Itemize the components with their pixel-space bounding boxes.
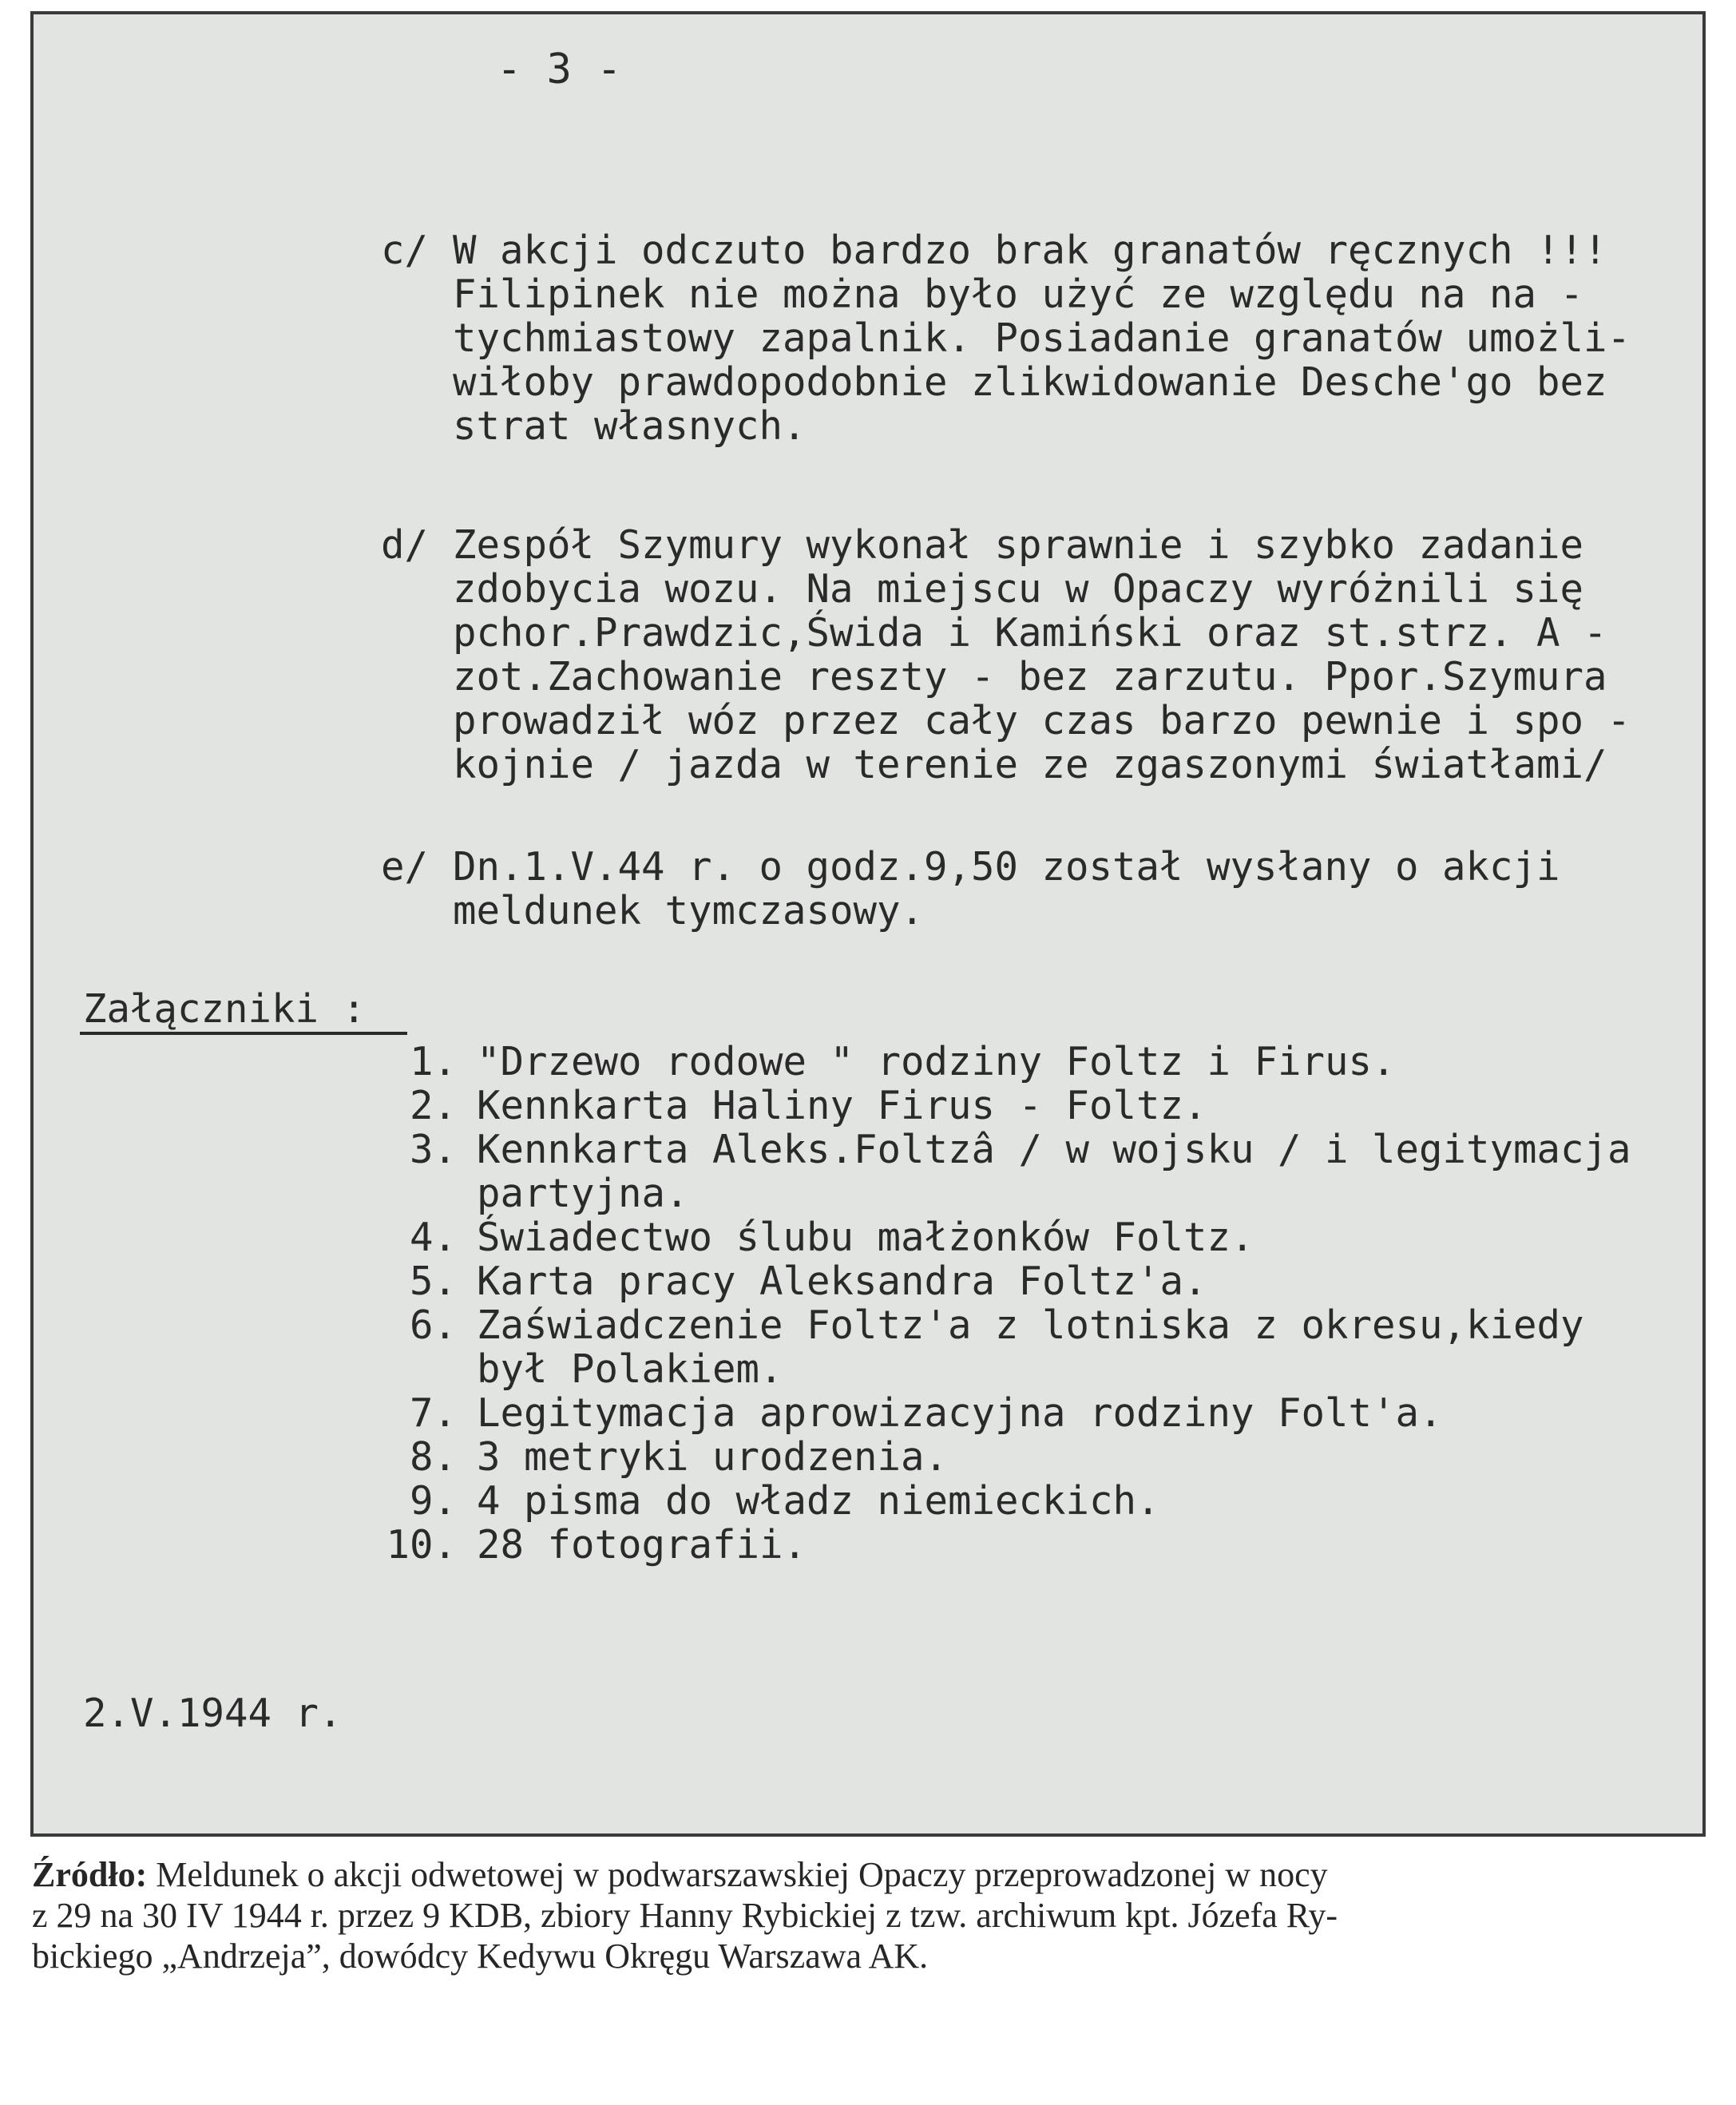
source-caption — [32, 1854, 1709, 1976]
text-line: meldunek tymczasowy. — [453, 888, 925, 934]
item-number: 8. — [409, 1434, 457, 1480]
text-line: kojnie / jazda w terenie ze zgaszonymi światłami/ — [453, 742, 1607, 787]
item-number: 10. — [386, 1522, 457, 1568]
attachments-heading: Załączniki : — [83, 986, 367, 1032]
text-line: Zespół Szymury wykonał sprawnie i szybko zadanie — [453, 522, 1584, 568]
item-number: 5. — [409, 1259, 457, 1304]
item-text: 3 metryki urodzenia. — [477, 1434, 949, 1480]
caption-line — [32, 1854, 1709, 1895]
text-line: W akcji odczuto bardzo brak granatów ręcznych !!! — [453, 228, 1607, 273]
item-text: "Drzewo rodowe " rodziny Foltz i Firus. — [477, 1039, 1396, 1084]
item-number: 4. — [409, 1215, 457, 1260]
item-number: 7. — [409, 1390, 457, 1436]
section-marker: e/ — [381, 844, 429, 890]
item-text: był Polakiem. — [477, 1346, 783, 1392]
caption-label: Źródło: — [32, 1855, 148, 1894]
item-number: 3. — [409, 1127, 457, 1172]
section-marker: c/ — [381, 228, 429, 273]
page-number: - 3 - — [497, 46, 622, 93]
item-text: 4 pisma do władz niemieckich. — [477, 1478, 1160, 1524]
text-line: tychmiastowy zapalnik. Posiadanie granatów umożli- — [453, 315, 1631, 361]
text-line: pchor.Prawdzic,Świda i Kamiński oraz st.strz. A - — [453, 610, 1607, 656]
text-line: strat własnych. — [453, 403, 807, 449]
caption-line: bickiego „Andrzeja”, dowódcy Kedywu Okręgu Warszawa AK. — [32, 1937, 929, 1976]
section-text — [453, 845, 1560, 933]
text-line: prowadził wóz przez cały czas barzo pewnie i spo - — [453, 698, 1631, 743]
item-text: Zaświadczenie Foltz'a z lotniska z okresu,kiedy — [477, 1302, 1584, 1348]
item-text: Karta pracy Aleksandra Foltz'a. — [477, 1259, 1207, 1304]
text-line: Dn.1.V.44 r. o godz.9,50 został wysłany o akcji — [453, 844, 1560, 890]
document-scan — [30, 11, 1706, 1837]
text-line: Filipinek nie można było użyć ze względu na na - — [453, 272, 1584, 317]
item-number: 2. — [409, 1083, 457, 1128]
item-number: 9. — [409, 1478, 457, 1524]
item-text: Kennkarta Aleks.Foltzâ / w wojsku / i legitymacja — [477, 1127, 1631, 1172]
attachments-underline — [80, 1032, 407, 1035]
section-text — [453, 228, 1631, 448]
item-text: Legitymacja aprowizacyjna rodziny Folt'a. — [477, 1390, 1443, 1436]
item-text: Kennkarta Haliny Firus - Foltz. — [477, 1083, 1207, 1128]
item-text: 28 fotografii. — [477, 1522, 807, 1568]
item-number: 1. — [409, 1039, 457, 1084]
item-text: Świadectwo ślubu małżonków Foltz. — [477, 1215, 1254, 1260]
item-text: partyjna. — [477, 1171, 689, 1216]
item-number: 6. — [409, 1302, 457, 1348]
text-line: zdobycia wozu. Na miejscu w Opaczy wyróżnili się — [453, 566, 1584, 612]
section-text — [453, 523, 1631, 787]
caption-text: Meldunek o akcji odwetowej w podwarszawskiej Opaczy przeprowadzonej w nocy — [147, 1855, 1328, 1894]
caption-line: z 29 na 30 IV 1944 r. przez 9 KDB, zbiory Hanny Rybickiej z tzw. archiwum kpt. Józefa Ry- — [32, 1896, 1338, 1935]
text-line: zot.Zachowanie reszty - bez zarzutu. Ppor.Szymura — [453, 654, 1607, 700]
document-date: 2.V.1944 r. — [83, 1691, 343, 1736]
text-line: wiłoby prawdopodobnie zlikwidowanie Desche'go bez — [453, 359, 1607, 405]
section-marker: d/ — [381, 522, 429, 568]
